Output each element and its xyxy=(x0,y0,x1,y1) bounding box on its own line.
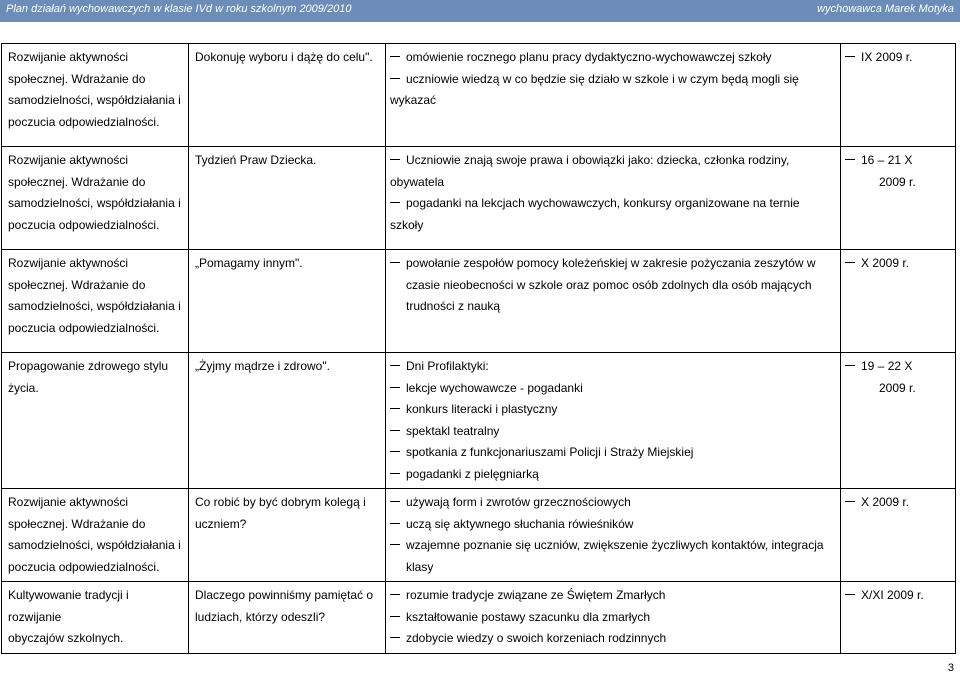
dash-bullet-icon xyxy=(845,594,855,595)
table-row xyxy=(2,489,956,582)
dash-bullet-icon xyxy=(390,56,400,57)
tasks-cell xyxy=(386,147,841,250)
goal-cell xyxy=(2,147,189,250)
dash-bullet-icon xyxy=(845,262,855,263)
date-text: 16 – 21 X xyxy=(861,153,913,167)
topic-cell xyxy=(189,44,386,147)
goal-line: poczucia odpowiedzialności. xyxy=(8,217,160,232)
topic-line: Co robić by być dobrym kolegą i xyxy=(195,495,366,509)
tasks-cell xyxy=(386,250,841,353)
dash-bullet-icon xyxy=(390,594,400,595)
table-row xyxy=(2,353,956,489)
goal-line: samodzielności, współdziałania i xyxy=(8,93,181,107)
topic-line: „Żyjmy mądrze i zdrowo". xyxy=(195,359,330,373)
date-text: X 2009 r. xyxy=(861,495,910,509)
task-item xyxy=(390,628,834,650)
goal-line: Propagowanie zdrowego stylu xyxy=(8,359,169,373)
date-line xyxy=(845,150,951,172)
task-item xyxy=(390,421,834,443)
goal-line: obyczajów szkolnych. xyxy=(8,631,124,645)
dash-bullet-icon xyxy=(845,501,855,502)
task-item xyxy=(390,296,834,318)
date-text: IX 2009 r. xyxy=(861,50,913,64)
dash-bullet-icon xyxy=(390,501,400,502)
date-line xyxy=(845,172,951,194)
task-text: Uczniowie znają swoje prawa i obowiązki jako: dziecka, członka rodziny, obywatela xyxy=(390,153,790,189)
date-cell xyxy=(841,44,956,147)
task-text: klasy xyxy=(406,559,434,574)
dash-bullet-icon xyxy=(390,430,400,431)
topic-line: Tydzień Praw Dziecka. xyxy=(195,153,317,167)
goal-cell xyxy=(2,582,189,654)
topic-line: Dokonuję wyboru i dążę do celu". xyxy=(195,50,373,64)
table-row xyxy=(2,250,956,353)
topic-line: uczniem? xyxy=(195,516,247,531)
task-item xyxy=(390,607,834,629)
topic-line: „Pomagamy innym". xyxy=(195,256,303,270)
date-cell xyxy=(841,582,956,654)
goal-line: Rozwijanie aktywności xyxy=(8,256,129,270)
task-text: czasie nieobecności w szkole oraz pomoc osób zdolnych dla osób mających xyxy=(406,277,812,292)
dash-bullet-icon xyxy=(390,78,400,79)
task-text: trudności z nauką xyxy=(406,299,501,313)
dash-bullet-icon xyxy=(390,637,400,638)
task-item xyxy=(390,442,834,464)
goal-line: samodzielności, współdziałania i xyxy=(8,538,181,552)
task-text: uczą się aktywnego słuchania rówieśników xyxy=(406,516,634,531)
date-line xyxy=(845,253,951,275)
task-text: kształtowanie postawy szacunku dla zmarłych xyxy=(406,609,651,624)
goal-line: samodzielności, współdziałania i xyxy=(8,196,181,210)
date-cell xyxy=(841,353,956,489)
task-text: omówienie rocznego planu pracy dydaktyczno-wychowawczej szkoły xyxy=(406,50,772,64)
dash-bullet-icon xyxy=(845,365,855,366)
tasks-cell xyxy=(386,44,841,147)
dash-bullet-icon xyxy=(845,159,855,160)
page-number: 3 xyxy=(947,662,954,674)
task-text: Dni Profilaktyki: xyxy=(406,359,489,373)
goal-line: Rozwijanie aktywności xyxy=(8,50,129,64)
goal-cell xyxy=(2,250,189,353)
date-line xyxy=(845,492,951,514)
task-text: pogadanki na lekcjach wychowawczych, konkursy organizowane na ternie szkoły xyxy=(390,196,800,232)
task-item xyxy=(390,356,834,378)
dash-bullet-icon xyxy=(390,451,400,452)
dash-bullet-icon xyxy=(390,202,400,203)
goal-line: społecznej. Wdrażanie do xyxy=(8,174,146,189)
task-item xyxy=(390,193,834,236)
goal-line: życia. xyxy=(8,380,39,395)
page-header xyxy=(0,0,960,22)
task-text: wzajemne poznanie się uczniów, zwiększenie życzliwych kontaktów, integracja xyxy=(406,538,824,552)
topic-cell xyxy=(189,147,386,250)
date-cell xyxy=(841,147,956,250)
date-text: 19 – 22 X xyxy=(861,359,913,373)
goal-line: społecznej. Wdrażanie do xyxy=(8,277,146,292)
task-text: spektakl teatralny xyxy=(406,423,500,438)
goal-cell xyxy=(2,353,189,489)
task-item xyxy=(390,585,834,607)
topic-cell xyxy=(189,353,386,489)
task-text: używają form i zwrotów grzecznościowych xyxy=(406,495,631,509)
tasks-cell xyxy=(386,353,841,489)
goal-cell xyxy=(2,489,189,582)
date-text: X 2009 r. xyxy=(861,256,910,270)
dash-bullet-icon xyxy=(390,159,400,160)
date-line xyxy=(845,356,951,378)
date-text: 2009 r. xyxy=(879,380,916,395)
dash-bullet-icon xyxy=(390,262,400,263)
plan-table xyxy=(1,43,956,654)
task-item xyxy=(390,69,834,112)
date-cell xyxy=(841,250,956,353)
topic-line: Dlaczego powinniśmy pamiętać o xyxy=(195,588,374,602)
goal-line: Rozwijanie aktywności xyxy=(8,153,129,167)
date-text: 2009 r. xyxy=(879,174,916,189)
date-cell xyxy=(841,489,956,582)
task-text: spotkania z funkcjonariuszami Policji i Straży Miejskiej xyxy=(406,445,694,459)
date-line xyxy=(845,47,951,69)
goal-cell xyxy=(2,44,189,147)
topic-cell xyxy=(189,489,386,582)
task-text: pogadanki z pielęgniarką xyxy=(406,466,539,481)
task-item xyxy=(390,557,834,579)
date-text: X/XI 2009 r. xyxy=(861,588,924,602)
task-text: konkurs literacki i plastyczny xyxy=(406,402,558,416)
dash-bullet-icon xyxy=(390,473,400,474)
goal-line: społecznej. Wdrażanie do xyxy=(8,516,146,531)
dash-bullet-icon xyxy=(390,387,400,388)
table-row xyxy=(2,147,956,250)
dash-bullet-icon xyxy=(390,365,400,366)
task-item xyxy=(390,150,834,193)
dash-bullet-icon xyxy=(390,616,400,617)
date-line xyxy=(845,585,951,607)
goal-line: poczucia odpowiedzialności. xyxy=(8,559,160,574)
task-item xyxy=(390,535,834,557)
task-text: rozumie tradycje związane ze Świętem Zmarłych xyxy=(406,588,666,602)
task-text: lekcje wychowawcze - pogadanki xyxy=(406,380,583,395)
topic-cell xyxy=(189,250,386,353)
header-title: Plan działań wychowawczych w klasie IVd w roku szkolnym 2009/2010 xyxy=(6,3,352,15)
task-item xyxy=(390,47,834,69)
dash-bullet-icon xyxy=(845,56,855,57)
tasks-cell xyxy=(386,582,841,654)
goal-line: poczucia odpowiedzialności. xyxy=(8,320,160,335)
task-text: uczniowie wiedzą w co będzie się działo w szkole i w czym będą mogli się wykazać xyxy=(390,71,799,107)
task-item xyxy=(390,378,834,400)
goal-line: Kultywowanie tradycji i rozwijanie xyxy=(8,588,129,624)
table-row xyxy=(2,582,956,654)
dash-bullet-icon xyxy=(390,523,400,524)
task-item xyxy=(390,399,834,421)
tasks-cell xyxy=(386,489,841,582)
goal-line: poczucia odpowiedzialności. xyxy=(8,114,160,129)
dash-bullet-icon xyxy=(390,544,400,545)
task-item xyxy=(390,492,834,514)
dash-bullet-icon xyxy=(390,408,400,409)
topic-line: ludziach, którzy odeszli? xyxy=(195,609,326,624)
date-line xyxy=(845,378,951,400)
task-item xyxy=(390,275,834,297)
goal-line: samodzielności, współdziałania i xyxy=(8,299,181,313)
table-row xyxy=(2,44,956,147)
task-item xyxy=(390,514,834,536)
task-item xyxy=(390,464,834,486)
goal-line: Rozwijanie aktywności xyxy=(8,495,129,509)
task-item xyxy=(390,253,834,275)
task-text: zdobycie wiedzy o swoich korzeniach rodzinnych xyxy=(406,631,667,645)
header-author: wychowawca Marek Motyka xyxy=(817,3,954,15)
task-text: powołanie zespołów pomocy koleżeńskiej w zakresie pożyczania zeszytów w xyxy=(406,256,816,270)
plan-table-body xyxy=(2,44,956,654)
topic-cell xyxy=(189,582,386,654)
goal-line: społecznej. Wdrażanie do xyxy=(8,71,146,86)
